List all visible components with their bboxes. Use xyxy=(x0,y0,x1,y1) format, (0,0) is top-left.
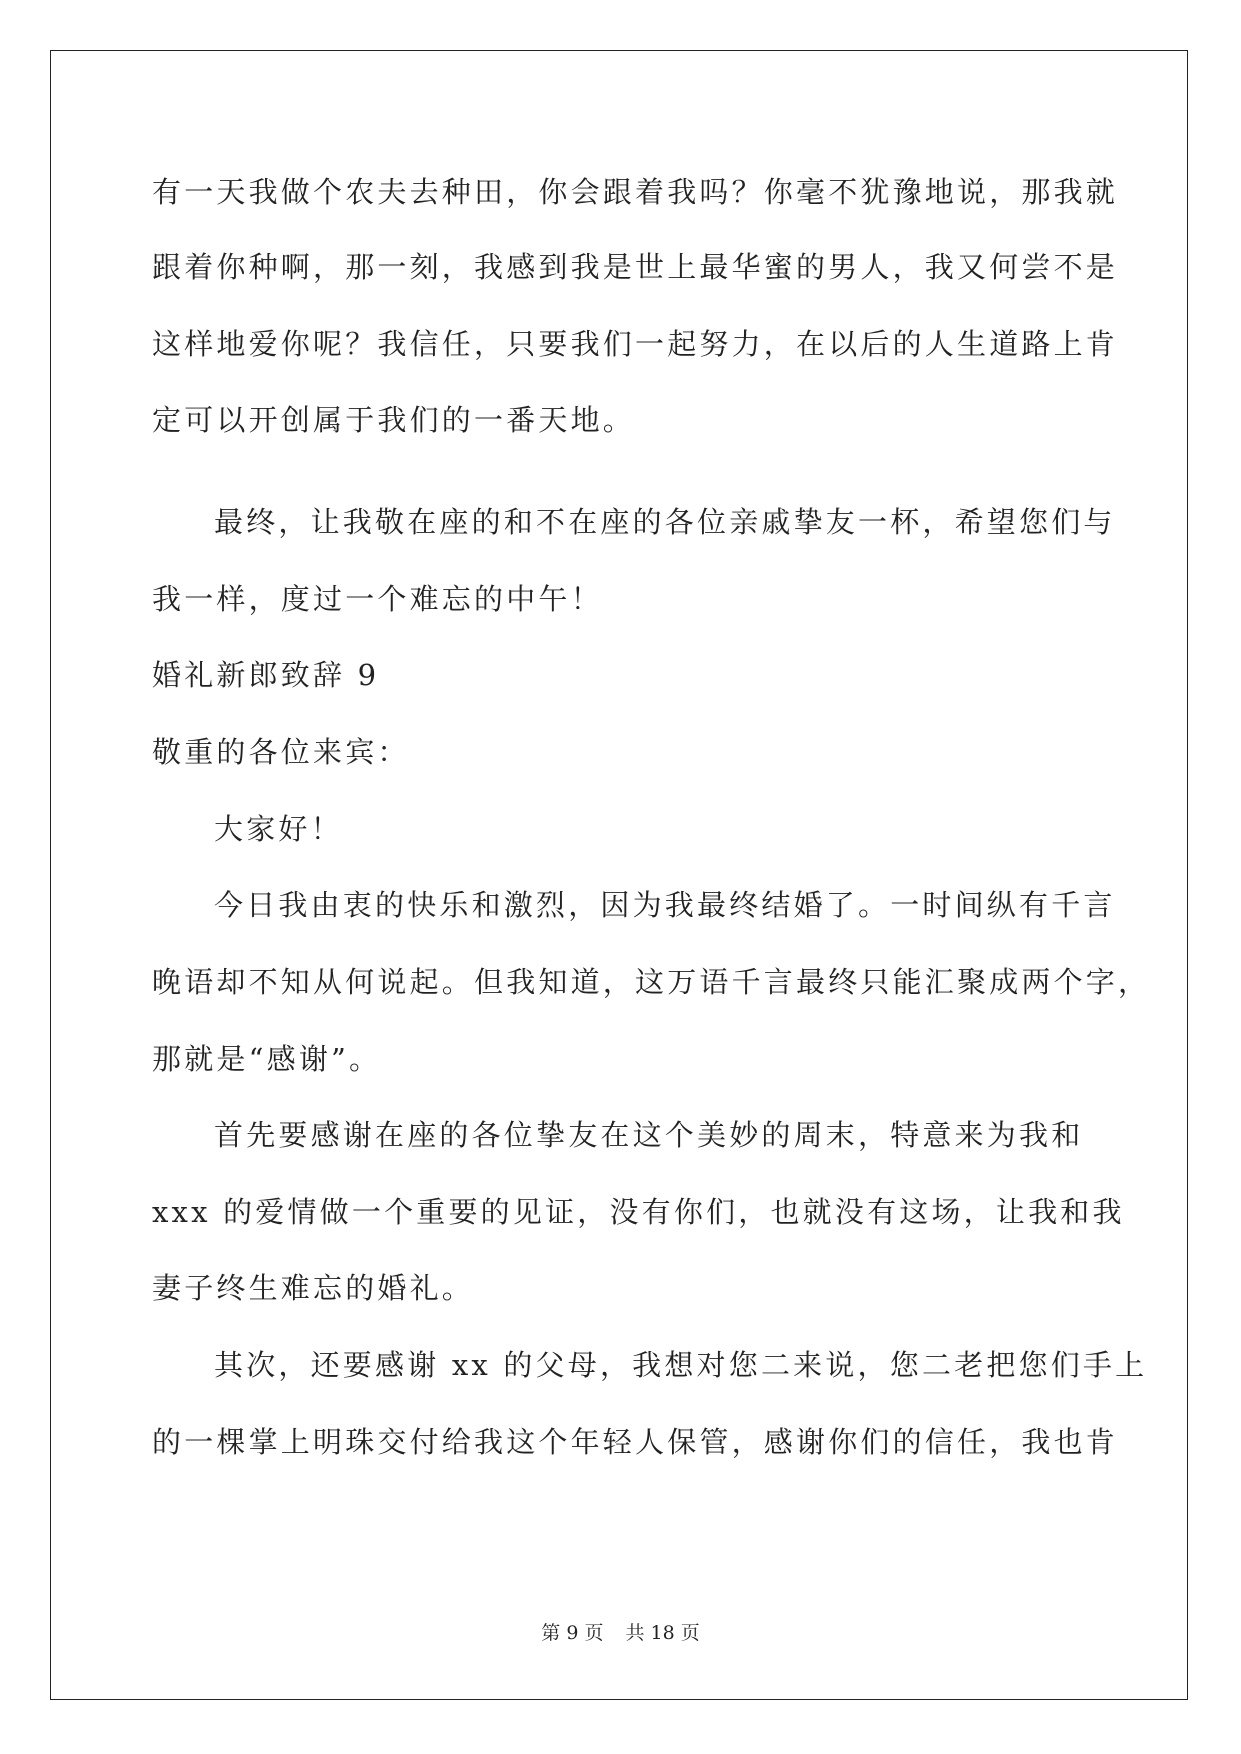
text-line-3: 这样地爱你呢？我信任，只要我们一起努力，在以后的人生道路上肯 xyxy=(152,327,1119,361)
text-line-1: 有一天我做个农夫去种田，你会跟着我吗？你毫不犹豫地说，那我就 xyxy=(152,175,1119,209)
section-heading: 婚礼新郎致辞 9 xyxy=(152,658,380,692)
text-line-10: 今日我由衷的快乐和激烈，因为我最终结婚了。一时间纵有千言 xyxy=(214,888,1116,922)
text-line-15: 妻子终生难忘的婚礼。 xyxy=(152,1271,475,1305)
text-line-12: 那就是“感谢”。 xyxy=(152,1042,382,1076)
text-line-13: 首先要感谢在座的各位挚友在这个美妙的周末，特意来为我和 xyxy=(214,1118,1084,1152)
text-line-11: 晚语却不知从何说起。但我知道，这万语千言最终只能汇聚成两个字， xyxy=(152,965,1151,999)
page-number: 第 9 页 xyxy=(541,1622,604,1644)
text-line-4: 定可以开创属于我们的一番天地。 xyxy=(152,403,636,437)
page-total: 共 18 页 xyxy=(625,1622,700,1644)
text-line-14: xxx 的爱情做一个重要的见证，没有你们，也就没有这场，让我和我 xyxy=(152,1195,1125,1229)
text-line-6: 我一样，度过一个难忘的中午！ xyxy=(152,582,603,616)
text-line-17: 的一棵掌上明珠交付给我这个年轻人保管，感谢你们的信任，我也肯 xyxy=(152,1425,1119,1459)
salutation: 敬重的各位来宾： xyxy=(152,735,410,769)
text-line-2: 跟着你种啊，那一刻，我感到我是世上最华蜜的男人，我又何尝不是 xyxy=(152,250,1119,284)
text-line-5: 最终，让我敬在座的和不在座的各位亲戚挚友一杯，希望您们与 xyxy=(214,505,1116,539)
page-footer xyxy=(0,1618,1241,1645)
text-line-16: 其次，还要感谢 xx 的父母，我想对您二来说，您二老把您们手上 xyxy=(214,1348,1148,1382)
greeting: 大家好！ xyxy=(214,812,343,846)
